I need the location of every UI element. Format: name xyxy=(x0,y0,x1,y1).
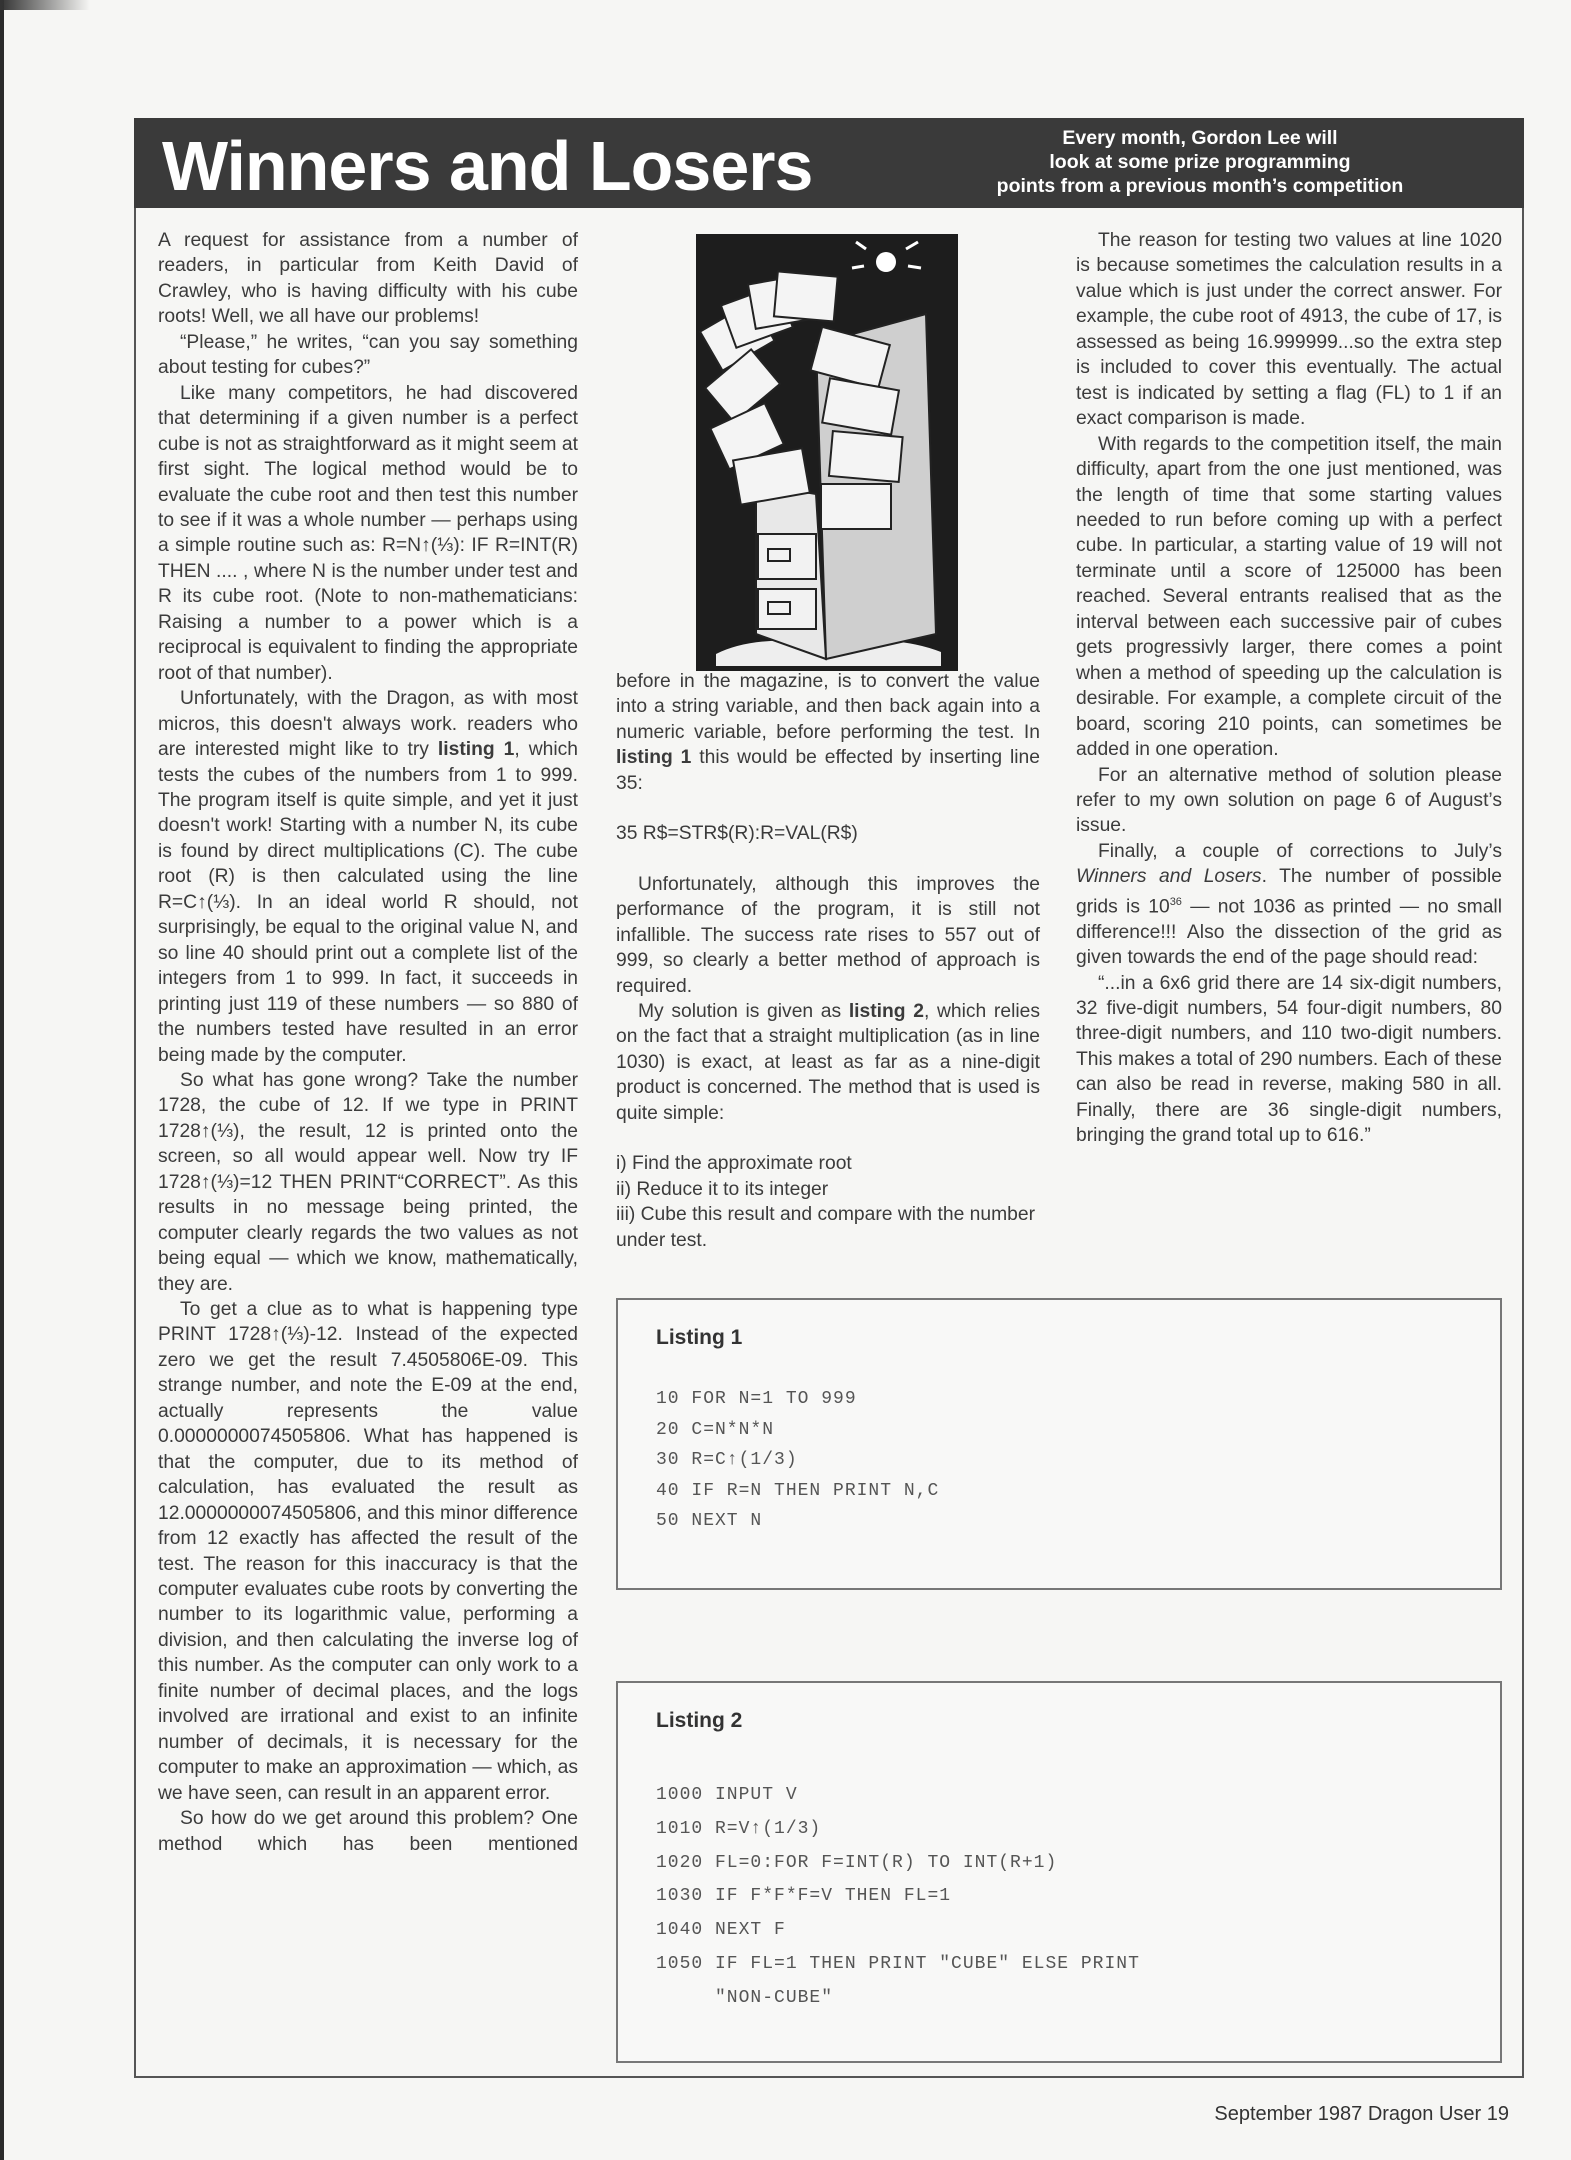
text-run: , which relies on the fact that a straight multiplication (as in line 1030) is exact, at least as far as a nine-digit product is concerned. The method that is used is quite simple: xyxy=(616,1000,1041,1124)
column-2 xyxy=(616,669,1040,1253)
text-run: , which tests the cubes of the numbers from 1 to 999. The program itself is quite simple, and yet it just doesn't work! Starting with a number N, its cube is found by direct multiplications (C). The cube root (R) is then calculated using the line R=C↑(⅓). In an ideal world R should, not surprisingly, be equal to the original value N, and so line 40 should print out a complete list of the integers from 1 to 999. In fact, it succeeds in printing just 119 of these numbers — so 880 of the numbers tested have resulted in an error being made by the computer. xyxy=(158,739,579,1066)
article-header xyxy=(134,118,1524,208)
paragraph xyxy=(616,669,1040,796)
paragraph: “...in a 6x6 grid there are 14 six-digit numbers, 32 five-digit numbers, 54 four-digit numbers, 80 three-digit numbers, and 110 two-digit numbers. This makes a total of 290 numbers. Each of these can also be read in reverse, making 580 in all. Finally, there are 36 single-digit numbers, bringing the grand total up to 616.” xyxy=(1076,972,1502,1147)
code-line: 35 R$=STR$(R):R=VAL(R$) xyxy=(616,823,858,845)
paragraph: So how do we get around this problem? One method which has been mentioned xyxy=(158,1808,578,1855)
scan-smear xyxy=(0,0,90,10)
strap-line: look at some prize programming xyxy=(1049,151,1351,173)
paragraph: A request for assistance from a number of readers, in particular from Keith David of Crawley, who is having difficulty with his cube roots! Well, we all have our problems! xyxy=(158,230,578,328)
column-3 xyxy=(1076,228,1502,1149)
text-run: . The number of possible grids is 10 xyxy=(1076,866,1502,918)
text-run: this would be effected by inserting line 35: xyxy=(616,747,1040,794)
text-run: Finally, a couple of corrections to July’s xyxy=(1098,840,1502,862)
listing-code: 1000 INPUT V 1010 R=V↑(1/3) 1020 FL=0:FOR F=INT(R) TO INT(R+1) 1030 IF F*F*F=V THEN FL=1 1040 NEXT F 1050 IF FL=1 THEN PRINT "CUBE" ELSE PRINT "NON-CUBE" xyxy=(656,1785,1140,2008)
paragraph: With regards to the competition itself, the main difficulty, apart from the one just mentioned, was the length of time that some starting values needed to run before coming up with a perfect cube. In particular, a starting value of 19 will not terminate until a score of 125000 has been reached. Several entrants realised that as the interval between each successive pair of cubes gets progressivly larger, there comes a point when a method of speeding up the calculation is desirable. For example, a complete circuit of the board, scoring 210 points, can sometimes be added in one operation. xyxy=(1076,433,1502,761)
paragraph: Unfortunately, although this improves the performance of the program, it is still not infallible. The success rate rises to 557 out of 999, so clearly a better method of approach is required. xyxy=(616,873,1040,997)
listing-1-box xyxy=(616,1298,1502,1590)
listing-reference: listing 2 xyxy=(848,1000,924,1022)
text-run: My solution is given as xyxy=(638,1000,849,1022)
paragraph: Like many competitors, he had discovered that determining if a given number is a perfect cube is not as straightforward as it might seem at first sight. The logical method would be to evaluate the cube root and then test this number to see if it was a whole number — perhaps using a simple routine such as: R=N↑(⅓): IF R=INT(R) THEN .... , where N is the number under test and R its cube root. (Note to non-mathematicians: Raising a number to a power which is a reciprocal is equivalent to finding the appropriate root of that number). xyxy=(158,382,578,684)
listing-title: Listing 2 xyxy=(656,1709,743,1732)
scan-edge xyxy=(0,0,4,2160)
paragraph: The reason for testing two values at line 1020 is because sometimes the calculation results in a value which is just under the correct answer. For example, the cube root of 4913, the cube of 17, is assessed as being 16.999999...so the extra step is included to cover this eventually. The actual test is indicated by setting a flag (FL) to 1 if an exact comparison is made. xyxy=(1076,230,1502,430)
text-run: Unfortunately, with the Dragon, as with most micros, this doesn't always work. readers who are interested might like to try xyxy=(158,688,578,761)
exponent: 36 xyxy=(1169,895,1182,908)
paragraph xyxy=(158,686,578,1068)
listing-reference: listing 1 xyxy=(616,747,692,769)
method-step: i) Find the approximate root xyxy=(616,1153,852,1175)
column-1 xyxy=(158,228,578,1857)
listing-code: 10 FOR N=1 TO 999 20 C=N*N*N 30 R=C↑(1/3) 40 IF R=N THEN PRINT N,C 50 NEXT N xyxy=(656,1389,940,1531)
article-title: Winners and Losers xyxy=(162,127,813,205)
text-run: — not 1036 as printed — no small difference!!! Also the dissection of the grid as given towards the end of the page should read: xyxy=(1076,896,1502,969)
strap-line: Every month, Gordon Lee will xyxy=(1062,127,1338,149)
method-step: iii) Cube this result and compare with the number under test. xyxy=(616,1204,1036,1251)
listing-reference: listing 1 xyxy=(437,739,515,761)
paragraph: “Please,” he writes, “can you say something about testing for cubes?” xyxy=(158,331,578,379)
column-title-reference: Winners and Losers xyxy=(1076,866,1262,888)
filing-cabinet-illustration xyxy=(696,234,958,671)
paragraph: So what has gone wrong? Take the number 1728, the cube of 12. If we type in PRINT 1728↑(⅓), the result, 12 is printed onto the screen, so all would appear well. Now try IF 1728↑(⅓)=12 THEN PRINT“CORRECT”. As this results in no message being printed, the computer clearly regards the two values as not being equal — which we know, mathematically, they are. xyxy=(158,1069,578,1295)
listing-title: Listing 1 xyxy=(656,1326,743,1349)
method-step: ii) Reduce it to its integer xyxy=(616,1178,829,1200)
paragraph xyxy=(616,999,1040,1126)
listing-2-box xyxy=(616,1681,1502,2063)
strap-line: points from a previous month’s competition xyxy=(996,175,1404,197)
article-strapline xyxy=(950,126,1450,198)
paragraph: To get a clue as to what is happening type PRINT 1728↑(⅓)-12. Instead of the expected zero we get the result 7.4505806E-09. This strange number, and note the E-09 at the end, actually represents the value 0.0000000074505806. What has happened is that the computer, due to its method of calculation, has evaluated the result as 12.0000000074505806, and this minor difference from 12 exactly has affected the result of the test. The reason for this inaccuracy is that the computer evaluates cube roots by converting the number to its logarithmic value, performing a division, and then calculating the inverse log of this number. As the computer can only work to a finite number of decimal places, and the logs involved are irrational and exist to an infinite number of decimals, it is necessary for the computer to make an approximation — which, as we have seen, can result in an apparent error. xyxy=(158,1299,578,1804)
paragraph: For an alternative method of solution please refer to my own solution on page 6 of August’s issue. xyxy=(1076,764,1502,837)
text-run: before in the magazine, is to convert the value into a string variable, and then back again into a numeric variable, before performing the test. In xyxy=(616,671,1040,743)
page-footer: September 1987 Dragon User 19 xyxy=(1214,2103,1509,2125)
paragraph xyxy=(1076,839,1502,971)
